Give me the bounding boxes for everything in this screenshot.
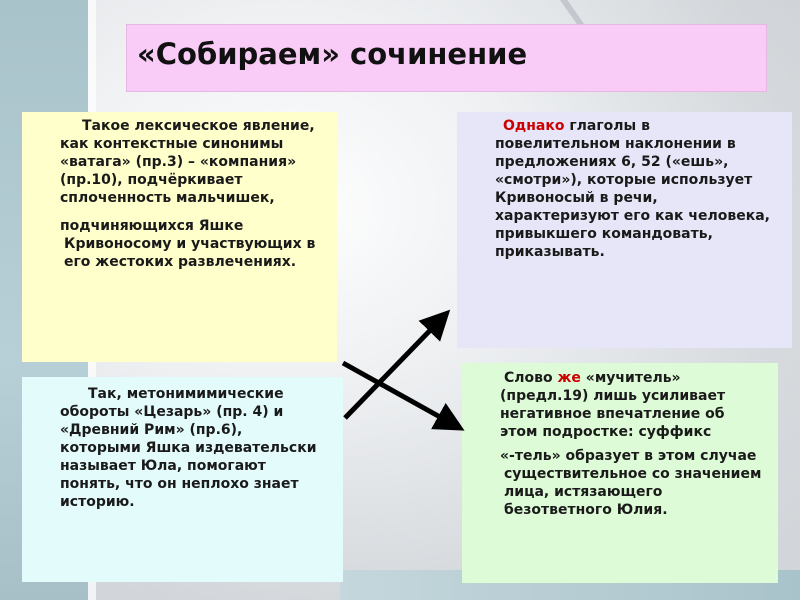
text-card-bottom-right [462, 363, 778, 583]
card-paragraph: Такое лексическое явление, как контекстные синонимы «ватага» (пр.3) – «компания» (пр.10), подчёркивает сплоченность мальчишек, [60, 118, 315, 206]
card-text: глаголы в повелительном наклонении в предложениях 6, 52 («ешь», «смотри»), которые использует Кривоносый в речи, характеризуют его как человека, привыкшего командовать, приказывать. [495, 118, 770, 260]
card-paragraph [500, 369, 762, 441]
card-paragraph: «-тель» образует в этом случае существительное со значением лица, истязающего безответного Юлия. [500, 448, 762, 518]
highlight-word: же [557, 370, 581, 386]
highlight-word: Однако [503, 118, 565, 134]
card-paragraph: Так, метонимимические обороты «Цезарь» (пр. 4) и «Древний Рим» (пр.6), которыми Яшка издевательски называет Юла, помогают понять, что он неплохо знает историю. [60, 386, 317, 510]
text-card-top-right [457, 112, 792, 348]
card-paragraph: подчиняющихся Яшке Кривоносому и участвующих в его жестоких развлечениях. [60, 218, 316, 270]
title-banner [126, 24, 767, 92]
text-card-top-left [22, 112, 337, 362]
card-text: «мучитель» (предл.19) лишь усиливает негативное впечатление об этом подростке: суффикс [500, 370, 726, 440]
card-text: Слово [504, 370, 558, 386]
card-paragraph [495, 117, 776, 261]
page-title: «Собираем» сочинение [137, 37, 528, 71]
text-card-bottom-left [22, 377, 343, 582]
